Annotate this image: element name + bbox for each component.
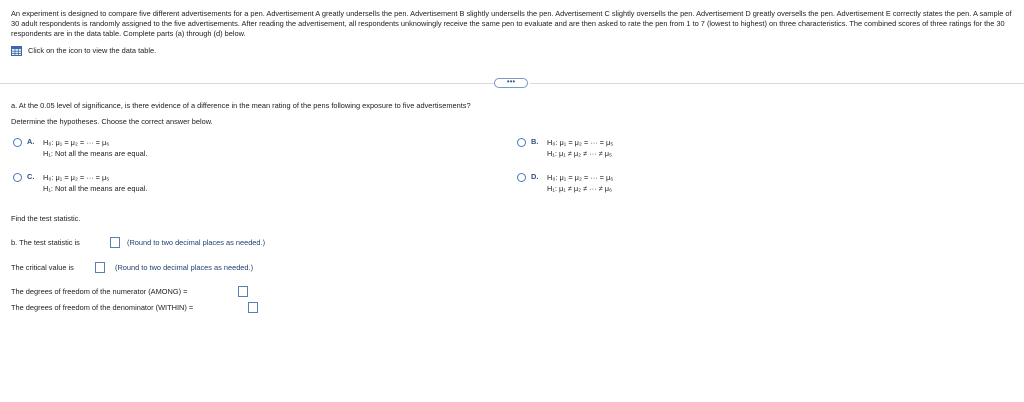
option-c-h0: H₀: μ₁ = μ₂ = ··· = μ₅ xyxy=(43,173,110,182)
option-d-h0: H₀: μ₁ = μ₂ = ··· = μ₆ xyxy=(547,173,614,182)
option-d-h1: H₁: μ₁ ≠ μ₂ ≠ ··· ≠ μ₆ xyxy=(547,184,612,193)
test-statistic-hint: (Round to two decimal places as needed.) xyxy=(127,238,266,247)
radio-a[interactable] xyxy=(13,138,22,147)
test-statistic-input[interactable] xyxy=(110,237,120,248)
data-table-link-label[interactable]: Click on the icon to view the data table. xyxy=(28,46,157,55)
problem-statement: An experiment is designed to compare five different advertisements for a pen. Advertisement A greatly undersells the pen. Advertisement B slightly undersells the pen. Advertisement C slightly oversells the pen. Advertisement D greatly oversells the pen. Advertisement E correctly states the pen. A sample of 30 adult respondents is randomly assigned to the five advertisements. After reading the advertisement, all respondents unknowingly receive the same pen to evaluate and are then asked to rate the pen from 1 to 7 (lowest to highest) on three characteristics. The combined scores of three ratings for the 30 respondents are in the data table. Complete parts (a) through (d) below. xyxy=(11,9,1012,38)
option-c[interactable] xyxy=(13,172,313,196)
option-b[interactable] xyxy=(517,137,817,161)
df-numerator-input[interactable] xyxy=(238,286,248,297)
critical-value-input[interactable] xyxy=(95,262,105,273)
option-a-h1: H₁: Not all the means are equal. xyxy=(43,149,148,158)
option-b-h0: H₀: μ₁ = μ₂ = ··· = μ₅ xyxy=(547,138,614,147)
option-c-letter: C. xyxy=(27,172,35,181)
option-b-letter: B. xyxy=(531,137,539,146)
section-divider-left xyxy=(0,83,494,84)
expand-button[interactable]: ••• xyxy=(494,78,528,88)
data-table-link[interactable] xyxy=(11,45,156,56)
radio-c[interactable] xyxy=(13,173,22,182)
option-b-h1: H₁: μ₁ ≠ μ₂ ≠ ··· ≠ μ₅ xyxy=(547,149,612,158)
part-a-question: a. At the 0.05 level of significance, is there evidence of a difference in the mean rating of the pens following exposure to five advertisements? xyxy=(11,101,471,110)
critical-value-label: The critical value is xyxy=(11,263,74,272)
option-a-h0: H₀: μ₁ = μ₂ = ··· = μ₆ xyxy=(43,138,110,147)
df-denominator-label: The degrees of freedom of the denominator (WITHIN) = xyxy=(11,303,194,312)
option-a[interactable] xyxy=(13,137,313,161)
option-a-letter: A. xyxy=(27,137,35,146)
find-test-statistic-label: Find the test statistic. xyxy=(11,214,81,223)
table-icon[interactable] xyxy=(11,46,22,56)
part-a-instruction: Determine the hypotheses. Choose the correct answer below. xyxy=(11,117,213,126)
df-denominator-input[interactable] xyxy=(248,302,258,313)
section-divider-right xyxy=(530,83,1024,84)
df-numerator-label: The degrees of freedom of the numerator (AMONG) = xyxy=(11,287,188,296)
option-c-h1: H₁: Not all the means are equal. xyxy=(43,184,148,193)
option-d-letter: D. xyxy=(531,172,539,181)
test-statistic-label: b. The test statistic is xyxy=(11,238,80,247)
critical-value-hint: (Round to two decimal places as needed.) xyxy=(115,263,254,272)
radio-b[interactable] xyxy=(517,138,526,147)
option-d[interactable] xyxy=(517,172,817,196)
radio-d[interactable] xyxy=(517,173,526,182)
